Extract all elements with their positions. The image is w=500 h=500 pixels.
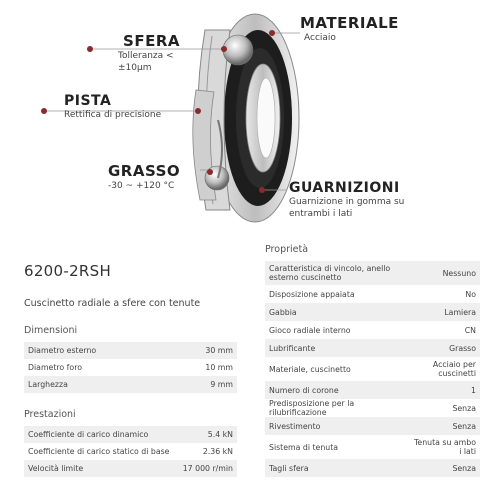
section-title-performance: Prestazioni [24, 409, 76, 420]
callout-subtitle: Tolleranza < ±10µm [118, 51, 174, 73]
callout-title: PISTA [64, 93, 112, 109]
callout-guarnizioni [289, 180, 429, 220]
row-value: Tenuta su ambo i lati [413, 438, 476, 456]
table-row [265, 339, 480, 357]
callout-grasso [108, 162, 180, 192]
table-row [265, 285, 480, 303]
row-value: Nessuno [409, 261, 480, 285]
bearing-illustration [0, 0, 500, 240]
product-description: Cuscinetto radiale a sfere con tenute [24, 298, 201, 309]
performance-table [24, 426, 237, 477]
table-row [24, 376, 237, 393]
table-row [265, 399, 480, 417]
table-row [265, 321, 480, 339]
row-label: Materiale, cuscinetto [269, 364, 351, 374]
table-row [24, 443, 237, 460]
callout-subtitle: Acciaio [304, 33, 336, 43]
row-label: Lubrificante [265, 339, 409, 357]
callout-sfera [118, 32, 180, 74]
row-value: 1 [409, 381, 480, 399]
row-value: Grasso [409, 339, 480, 357]
row-value: 5.4 kN [177, 426, 237, 443]
row-label: Velocità limite [24, 460, 177, 477]
section-title-dimensions: Dimensioni [24, 325, 78, 336]
callout-subtitle: Guarnizione in gomma su entrambi i lati [289, 197, 405, 219]
row-value: 9 mm [169, 376, 237, 393]
table-row [265, 459, 480, 477]
row-value: No [465, 289, 476, 299]
callout-title: GUARNIZIONI [289, 180, 400, 196]
properties-panel [265, 244, 480, 477]
row-label: Gabbia [265, 303, 409, 321]
callout-subtitle: Rettifica di precisione [64, 110, 162, 120]
callout-pista [64, 93, 161, 121]
row-label: Numero di corone [265, 381, 409, 399]
table-row [265, 435, 480, 459]
row-value: Senza [409, 417, 480, 435]
row-value: Senza [452, 403, 476, 413]
dimensions-table [24, 342, 237, 393]
row-value: 2.36 kN [202, 447, 233, 456]
row-value: Acciaio per cuscinetti [432, 360, 476, 378]
table-row [265, 417, 480, 435]
table-row [265, 357, 480, 381]
row-label: Caratteristica di vincolo, anello esterno cuscinetto [265, 261, 409, 285]
row-value: 30 mm [169, 342, 237, 359]
row-label: Predisposizione per la rilubrificazione [269, 399, 355, 417]
product-model: 6200-2RSH [24, 262, 112, 280]
row-value: 17 000 r/min [177, 460, 237, 477]
table-row [24, 342, 237, 359]
properties-table [265, 261, 480, 477]
row-label: Diametro esterno [24, 342, 169, 359]
callout-title: MATERIALE [300, 14, 399, 32]
row-label: Coefficiente di carico statico di base [28, 447, 170, 456]
row-label: Coefficiente di carico dinamico [24, 426, 177, 443]
section-title-properties: Proprietà [265, 244, 309, 255]
row-label: Sistema di tenuta [269, 442, 339, 452]
callout-title: GRASSO [108, 162, 181, 180]
table-row [265, 261, 480, 285]
table-row [24, 426, 237, 443]
row-label: Tagli sfera [265, 459, 409, 477]
callout-materiale [300, 14, 399, 44]
row-value: CN [464, 325, 476, 335]
table-row [24, 460, 237, 477]
row-value: Senza [409, 459, 480, 477]
row-label: Disposizione appaiata [269, 289, 355, 299]
callout-subtitle: -30 ~ +120 °C [108, 181, 175, 191]
row-label: Gioco radiale interno [269, 325, 351, 335]
row-label: Larghezza [24, 376, 169, 393]
row-value: Lamiera [409, 303, 480, 321]
table-row [265, 303, 480, 321]
table-row [24, 359, 237, 376]
table-row [265, 381, 480, 399]
product-summary [24, 252, 237, 477]
row-label: Rivestimento [265, 417, 409, 435]
row-label: Diametro foro [28, 363, 82, 372]
row-value: 10 mm [205, 363, 233, 372]
callout-title: SFERA [123, 32, 180, 50]
